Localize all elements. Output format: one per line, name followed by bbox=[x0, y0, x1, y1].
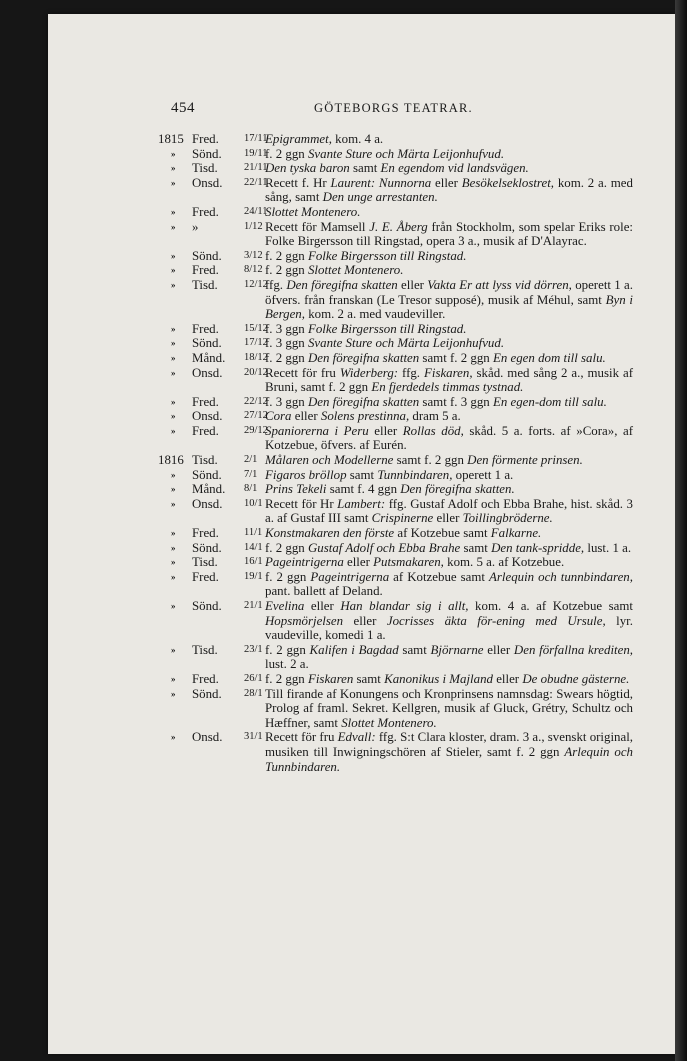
title-italic: Kanonikus i Majland bbox=[384, 671, 493, 686]
entry-date: 19/1 bbox=[244, 570, 263, 582]
entry-weekday: Tisd. bbox=[192, 277, 218, 292]
entry-text bbox=[265, 497, 633, 526]
entry-text-run: eller bbox=[304, 599, 341, 613]
log-entry bbox=[0, 482, 687, 497]
entry-date: 3/12 bbox=[244, 249, 263, 261]
entry-text bbox=[265, 395, 633, 410]
ditto-mark: » bbox=[171, 528, 176, 539]
entry-text bbox=[265, 263, 633, 278]
entry-text-run: lyr. vaudeville, komedi 1 a. bbox=[265, 613, 633, 643]
entry-text-run: f. 2 ggn bbox=[265, 263, 308, 278]
title-italic: Edvall: bbox=[337, 730, 376, 745]
entry-date: 8/1 bbox=[244, 483, 258, 495]
entry-text-run: f. 3 ggn bbox=[265, 336, 308, 351]
title-italic: Putsmakaren, bbox=[373, 555, 444, 570]
title-italic: Slottet Montenero. bbox=[265, 204, 361, 219]
entry-weekday: Tisd. bbox=[192, 642, 218, 657]
title-italic: Rollas död, bbox=[402, 423, 464, 438]
entry-weekday: Fred. bbox=[192, 423, 219, 438]
entry-text-run: samt bbox=[349, 161, 381, 176]
title-italic: Vakta Er att lyss vid dörren, bbox=[427, 277, 572, 292]
page-number: 454 bbox=[171, 100, 195, 116]
ditto-mark: » bbox=[171, 396, 176, 407]
entry-text bbox=[265, 482, 633, 497]
title-italic: Epigrammet bbox=[265, 132, 329, 146]
entry-text-run: Till firande af Konungens och Kronprinsens namnsdag: Swears högtid, Prolog af framl. Sekret. Kellgren, musik af Gluck, Grétry, Schultz och Hæffner, samt bbox=[265, 686, 633, 730]
title-italic: Den föregifna skatten bbox=[286, 277, 398, 292]
ditto-mark: » bbox=[171, 601, 176, 611]
entry-text-run: Recett för Hr bbox=[265, 496, 338, 511]
entry-text-run: eller bbox=[492, 671, 523, 686]
entry-text-run: f. 2 ggn bbox=[265, 350, 308, 365]
entry-text-run: af Kotzebue samt bbox=[389, 569, 489, 584]
entry-text-run: samt f. 4 ggn bbox=[326, 482, 401, 497]
title-italic: Den tyska baron bbox=[265, 161, 350, 176]
log-entry bbox=[0, 497, 687, 526]
entry-text bbox=[265, 132, 633, 147]
title-italic: En egendom vid landsvägen. bbox=[380, 161, 529, 176]
title-italic: Widerberg: bbox=[339, 365, 399, 380]
entry-weekday: Onsd. bbox=[192, 175, 223, 190]
entry-text-run: från Stockholm, som spelar Eriks role: Folke Birgersson till Ringstad, opera 3 a., musik af D'Alayrac. bbox=[265, 219, 633, 249]
entry-text bbox=[265, 220, 633, 249]
entry-weekday: Fred. bbox=[192, 263, 219, 278]
entry-text bbox=[265, 453, 633, 468]
entry-text-run: samt bbox=[398, 642, 431, 657]
log-entry bbox=[0, 687, 687, 731]
log-entry bbox=[0, 132, 687, 147]
entry-text-run: eller bbox=[291, 409, 321, 424]
ditto-mark: » bbox=[171, 425, 176, 436]
entry-text-run: pant. ballett af Deland. bbox=[265, 584, 383, 599]
entry-text bbox=[265, 672, 633, 687]
ditto-mark: » bbox=[171, 279, 176, 290]
entry-text-run: f. 3 ggn bbox=[265, 321, 308, 336]
entry-date: 21/11 bbox=[244, 162, 268, 174]
entry-weekday: Sönd. bbox=[192, 336, 222, 351]
entry-date: 2/1 bbox=[244, 454, 258, 466]
entry-date: 10/1 bbox=[244, 497, 263, 509]
entry-weekday: Sönd. bbox=[192, 540, 222, 555]
entry-date: 18/12 bbox=[244, 351, 268, 363]
log-entry bbox=[0, 599, 687, 643]
ditto-mark: » bbox=[171, 469, 176, 480]
title-italic: Lambert: bbox=[337, 496, 386, 511]
entry-text bbox=[265, 336, 633, 351]
ditto-mark: » bbox=[171, 411, 176, 422]
log-entry bbox=[0, 555, 687, 570]
entry-date: 24/11 bbox=[244, 205, 268, 217]
title-italic: En fjerdedels timmas tystnad. bbox=[371, 380, 524, 395]
log-entry bbox=[0, 395, 687, 410]
entry-text bbox=[265, 249, 633, 264]
entry-weekday: Fred. bbox=[192, 132, 219, 146]
ditto-mark: » bbox=[171, 177, 176, 188]
title-italic: Toillingbröderne. bbox=[462, 511, 553, 526]
entry-date: 31/1 bbox=[244, 731, 263, 743]
entry-date: 14/1 bbox=[244, 541, 263, 553]
entry-text-run: kom. 5 a. af Kotzebue. bbox=[443, 555, 565, 570]
title-italic: Slottet Montenero. bbox=[307, 263, 404, 278]
entry-text-run: skåd. med sång 2 a., musik af Bruni, samt f. 2 ggn bbox=[265, 365, 634, 395]
entry-date: 1/12 bbox=[244, 220, 263, 232]
entry-text bbox=[265, 468, 633, 483]
log-entry bbox=[0, 541, 687, 556]
entry-date: 7/1 bbox=[244, 468, 258, 480]
title-italic: Den förmente prinsen. bbox=[467, 453, 583, 468]
entry-date: 20/12 bbox=[244, 366, 268, 378]
entry-date: 17/12 bbox=[244, 337, 268, 349]
entry-weekday: Fred. bbox=[192, 671, 219, 686]
entry-text-run: f. 2 ggn bbox=[265, 248, 308, 263]
entry-text-run: ffg. S:t Clara kloster, dram. 3 a., svenskt original, musiken till Inwigningschören af Stieler, samt f. 2 ggn bbox=[265, 730, 634, 759]
entry-text-run: Recett för Mamsell bbox=[265, 219, 370, 234]
entry-text-run: operett 1 a. bbox=[452, 467, 514, 482]
ditto-mark: » bbox=[171, 163, 176, 174]
log-entry bbox=[0, 205, 687, 220]
title-italic: Kalifen i Bagdad bbox=[309, 642, 399, 657]
title-italic: Den unge arrestanten. bbox=[322, 190, 438, 205]
entry-text-run: eller bbox=[397, 277, 428, 292]
log-entry bbox=[0, 424, 687, 453]
entry-text-run: ffg. bbox=[398, 365, 424, 380]
entry-weekday: Onsd. bbox=[192, 409, 223, 424]
entry-date: 27/12 bbox=[244, 410, 268, 422]
entry-text-run: f. 2 ggn bbox=[265, 642, 310, 657]
entry-text-run: Recett för fru bbox=[265, 365, 340, 380]
entry-text-run: eller bbox=[431, 175, 462, 190]
ditto-mark: » bbox=[171, 148, 176, 159]
title-italic: Fiskaren bbox=[307, 671, 354, 686]
log-entry bbox=[0, 526, 687, 541]
entry-text-run: lust. 1 a. bbox=[584, 540, 632, 555]
title-italic: Gustaf Adolf och Ebba Brahe bbox=[307, 540, 461, 555]
entry-weekday: Sönd. bbox=[192, 248, 222, 263]
ditto-mark: » bbox=[171, 542, 176, 553]
log-entry bbox=[0, 672, 687, 687]
entry-date: 12/12 bbox=[244, 278, 268, 290]
ditto-mark: » bbox=[171, 221, 176, 232]
entry-date: 8/12 bbox=[244, 264, 263, 276]
log-entry bbox=[0, 220, 687, 249]
entry-text-run: lust. 2 a. bbox=[265, 657, 309, 672]
title-italic: Den föregifna skatten. bbox=[400, 482, 515, 497]
entry-date: 26/1 bbox=[244, 672, 263, 684]
title-italic: J. E. Åberg bbox=[369, 219, 428, 234]
title-italic: Slottet Montenero. bbox=[341, 715, 437, 730]
entry-weekday: Månd. bbox=[192, 482, 226, 497]
entry-text-run: f. 3 ggn bbox=[265, 394, 308, 409]
title-italic: Solens prestinna, bbox=[320, 409, 410, 424]
entry-text-run: kom. 2 a. med sång, samt bbox=[265, 175, 633, 205]
entry-text bbox=[265, 176, 633, 205]
entry-text-run: dram 5 a. bbox=[409, 409, 461, 424]
ditto-mark: » bbox=[171, 265, 176, 276]
entry-text-run: samt bbox=[460, 540, 492, 555]
log-entry bbox=[0, 336, 687, 351]
entry-text-run: eller bbox=[343, 613, 387, 628]
title-italic: En egen dom till salu. bbox=[492, 350, 606, 365]
entry-date: 22/11 bbox=[244, 176, 268, 188]
entry-weekday: Fred. bbox=[192, 394, 219, 409]
log-entry bbox=[0, 351, 687, 366]
title-italic: Tunnbindaren, bbox=[377, 467, 453, 482]
entry-text-run: f. 2 ggn bbox=[265, 146, 308, 161]
log-entry bbox=[0, 730, 687, 774]
title-italic: Svante Sture och Märta Leijonhufvud. bbox=[307, 146, 505, 161]
ditto-mark: » bbox=[171, 571, 176, 582]
ditto-mark: » bbox=[171, 732, 176, 743]
title-italic: Arlequin och tunnbindaren, bbox=[489, 569, 633, 584]
entry-date: 29/12 bbox=[244, 424, 268, 436]
entry-text bbox=[265, 555, 633, 570]
ditto-mark: » bbox=[171, 644, 176, 655]
entry-text bbox=[265, 205, 633, 220]
title-italic: Konstmakaren den förste bbox=[265, 526, 395, 541]
entry-weekday: Fred. bbox=[192, 204, 219, 219]
entry-weekday: Onsd. bbox=[192, 730, 223, 745]
entry-text bbox=[265, 409, 633, 424]
title-italic: Hopsmörjelsen bbox=[265, 613, 344, 628]
ditto-mark: » bbox=[171, 206, 176, 217]
entry-date: 15/12 bbox=[244, 322, 268, 334]
title-italic: Pageintrigerna bbox=[310, 569, 390, 584]
title-italic: Folke Birgersson till Ringstad. bbox=[307, 248, 467, 263]
log-entry bbox=[0, 322, 687, 337]
performance-log bbox=[0, 132, 687, 774]
entry-text bbox=[265, 526, 633, 541]
entry-year: 1815 bbox=[158, 132, 184, 146]
log-entry bbox=[0, 147, 687, 162]
title-italic: Arlequin och Tunnbindaren. bbox=[265, 744, 633, 774]
entry-text-run: ffg. Gustaf Adolf och Ebba Brahe, hist. skåd. 3 a. af Gustaf III samt bbox=[265, 496, 633, 526]
title-italic: Jocrisses äkta för-ening med Ursule, bbox=[386, 613, 606, 628]
entry-weekday: Sönd. bbox=[192, 467, 222, 482]
title-italic: Den föregifna skatten bbox=[307, 394, 420, 409]
ditto-mark: » bbox=[171, 673, 176, 684]
title-italic: Evelina bbox=[265, 599, 305, 613]
entry-year: 1816 bbox=[158, 453, 184, 468]
entry-text-run: , kom. 4 a. bbox=[328, 132, 384, 146]
log-entry bbox=[0, 570, 687, 599]
log-entry bbox=[0, 263, 687, 278]
entry-text-run: f. 2 ggn bbox=[265, 540, 308, 555]
title-italic: Den förfallna krediten, bbox=[513, 642, 633, 657]
entry-text-run: Recett f. Hr bbox=[265, 175, 331, 190]
entry-weekday: Sönd. bbox=[192, 146, 222, 161]
entry-text bbox=[265, 366, 633, 395]
log-entry bbox=[0, 278, 687, 322]
log-entry bbox=[0, 643, 687, 672]
entry-text-run: eller bbox=[483, 642, 514, 657]
entry-text bbox=[265, 730, 633, 774]
title-italic: Den föregifna skatten bbox=[307, 350, 420, 365]
entry-weekday: Tisd. bbox=[192, 453, 218, 468]
ditto-mark: » bbox=[171, 498, 176, 509]
entry-date: 11/1 bbox=[244, 527, 263, 539]
entry-weekday: Tisd. bbox=[192, 161, 218, 176]
entry-text bbox=[265, 278, 633, 322]
log-entry bbox=[0, 249, 687, 264]
entry-text bbox=[265, 541, 633, 556]
entry-weekday: Sönd. bbox=[192, 686, 222, 701]
entry-text-run: operett 1 a. öfvers. från franskan (Le Tresor supposé), musik af Méhul, samt bbox=[265, 277, 633, 307]
entry-text-run: samt bbox=[346, 467, 378, 482]
entry-text-run: samt f. 3 ggn bbox=[419, 394, 493, 409]
entry-weekday: Fred. bbox=[192, 526, 219, 541]
title-italic: Byn i Bergen, bbox=[265, 292, 633, 322]
title-italic: Målaren och Modellerne bbox=[265, 453, 394, 468]
entry-text bbox=[265, 570, 633, 599]
ditto-mark: » bbox=[171, 688, 176, 699]
log-entry bbox=[0, 366, 687, 395]
entry-text-run: ffg. bbox=[265, 277, 287, 292]
entry-text-run: eller bbox=[433, 511, 463, 526]
entry-text bbox=[265, 599, 633, 643]
title-italic: Folke Birgersson till Ringstad. bbox=[307, 321, 467, 336]
entry-text-run: skåd. 5 a. forts. af »Cora», af Kotzebue, öfvers. af Eurén. bbox=[265, 423, 633, 453]
entry-date: 23/1 bbox=[244, 643, 263, 655]
title-italic: Pageintrigerna bbox=[265, 555, 344, 570]
entry-date: 21/1 bbox=[244, 600, 263, 611]
title-italic: Fiskaren, bbox=[423, 365, 473, 380]
log-entry bbox=[0, 453, 687, 468]
entry-text bbox=[265, 322, 633, 337]
log-entry bbox=[0, 161, 687, 176]
entry-date: 28/1 bbox=[244, 687, 263, 699]
ditto-mark: » bbox=[171, 367, 176, 378]
entry-text-run: f. 2 ggn bbox=[265, 569, 311, 584]
entry-text-run: af Kotzebue samt bbox=[394, 526, 491, 541]
entry-weekday: Fred. bbox=[192, 321, 219, 336]
entry-weekday: Onsd. bbox=[192, 365, 223, 380]
entry-text-run: eller bbox=[368, 423, 403, 438]
entry-weekday: Tisd. bbox=[192, 555, 218, 570]
entry-text bbox=[265, 424, 633, 453]
title-italic: Falkarne. bbox=[490, 526, 542, 541]
entry-weekday: Onsd. bbox=[192, 496, 223, 511]
entry-date: 19/11 bbox=[244, 147, 268, 159]
entry-text-run: samt bbox=[353, 671, 385, 686]
ditto-mark: » bbox=[171, 338, 176, 349]
entry-text-run: samt f. 2 ggn bbox=[419, 350, 493, 365]
ditto-mark: » bbox=[171, 323, 176, 334]
title-italic: Den tank-spridde, bbox=[491, 540, 585, 555]
entry-text-run: f. 2 ggn bbox=[265, 671, 308, 686]
entry-text bbox=[265, 351, 633, 366]
title-italic: Laurent: Nunnorna bbox=[330, 175, 432, 190]
entry-weekday: Fred. bbox=[192, 569, 219, 584]
log-entry bbox=[0, 409, 687, 424]
running-head: GÖTEBORGS TEATRAR. bbox=[314, 101, 473, 115]
entry-weekday: Månd. bbox=[192, 350, 226, 365]
entry-text-run: kom. 2 a. med vaudeviller. bbox=[304, 307, 446, 322]
entry-weekday: Sönd. bbox=[192, 599, 222, 613]
title-italic: En egen-dom till salu. bbox=[492, 394, 607, 409]
entry-date: 22/12 bbox=[244, 395, 268, 407]
ditto-mark: » bbox=[171, 557, 176, 568]
entry-text bbox=[265, 643, 633, 672]
entry-text-run: kom. 4 a. af Kotzebue samt bbox=[468, 599, 633, 613]
entry-text-run: samt f. 2 ggn bbox=[393, 453, 468, 468]
entry-text bbox=[265, 161, 633, 176]
title-italic: Svante Sture och Märta Leijonhufvud. bbox=[307, 336, 505, 351]
title-italic: De obudne gästerne. bbox=[522, 671, 630, 686]
log-entry bbox=[0, 176, 687, 205]
title-italic: Figaros bröllop bbox=[265, 467, 347, 482]
entry-date: 16/1 bbox=[244, 556, 263, 568]
title-italic: Crispinerne bbox=[371, 511, 434, 526]
log-entry bbox=[0, 468, 687, 483]
title-italic: Prins Tekeli bbox=[265, 482, 327, 497]
entry-text-run: eller bbox=[343, 555, 374, 570]
entry-text bbox=[265, 147, 633, 162]
title-italic: Cora bbox=[265, 409, 292, 424]
entry-date: 17/11 bbox=[244, 133, 268, 144]
ditto-mark: » bbox=[171, 250, 176, 261]
title-italic: Besökelseklostret, bbox=[461, 175, 554, 190]
ditto-mark: » bbox=[171, 484, 176, 495]
entry-text bbox=[265, 687, 633, 731]
title-italic: Han blandar sig i allt, bbox=[340, 599, 469, 613]
entry-text-run: Recett för fru bbox=[265, 730, 338, 745]
title-italic: Björnarne bbox=[430, 642, 484, 657]
title-italic: Spaniorerna i Peru bbox=[265, 423, 369, 438]
entry-weekday: » bbox=[192, 219, 199, 234]
ditto-mark: » bbox=[171, 352, 176, 363]
